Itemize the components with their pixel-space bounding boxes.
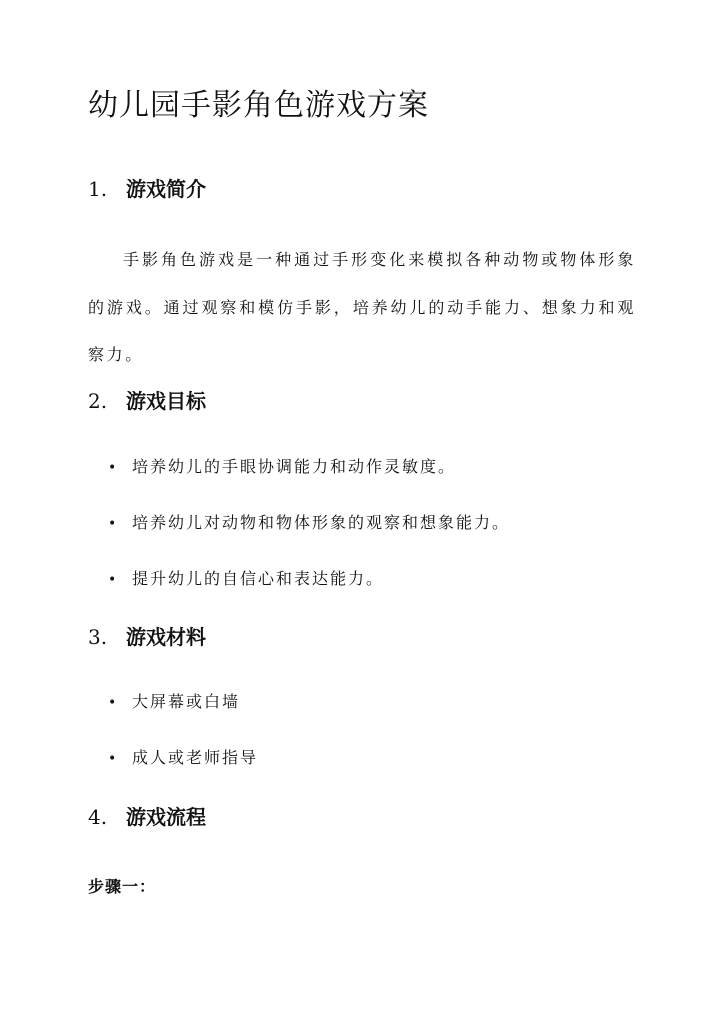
list-item-text: 培养幼儿对动物和物体形象的观察和想象能力。 <box>132 513 511 532</box>
section-number: 1. <box>88 177 108 201</box>
list-item <box>108 688 240 717</box>
list-item <box>108 565 384 594</box>
list-item <box>108 744 258 773</box>
section-number: 4. <box>88 805 108 829</box>
bullet-icon: • <box>108 516 117 532</box>
section-number: 3. <box>88 625 108 649</box>
bullet-icon: • <box>108 572 117 588</box>
section-heading-text: 游戏流程 <box>126 805 206 829</box>
intro-paragraph: 手影角色游戏是一种通过手形变化来模拟各种动物或物体形象的游戏。通过观察和模仿手影，培养幼儿的动手能力、想象力和观察力。 <box>88 250 636 364</box>
list-item-text: 成人或老师指导 <box>132 748 259 767</box>
list-item-text: 培养幼儿的手眼协调能力和动作灵敏度。 <box>132 457 457 476</box>
list-item <box>108 453 456 482</box>
bullet-icon: • <box>108 695 117 711</box>
section-heading-materials <box>88 622 206 652</box>
bullet-icon: • <box>108 751 117 767</box>
section-heading-text: 游戏目标 <box>126 389 206 413</box>
bullet-icon: • <box>108 460 117 476</box>
section-heading-intro <box>88 174 206 204</box>
step-label: 步骤一： <box>88 877 157 896</box>
section-heading-text: 游戏简介 <box>126 177 206 201</box>
document-title: 幼儿园手影角色游戏方案 <box>88 88 429 123</box>
section-heading-goals <box>88 386 206 416</box>
section-heading-text: 游戏材料 <box>126 625 206 649</box>
list-item-text: 大屏幕或白墙 <box>132 692 241 711</box>
section-heading-process <box>88 802 206 832</box>
section-number: 2. <box>88 389 108 413</box>
list-item <box>108 509 510 538</box>
list-item-text: 提升幼儿的自信心和表达能力。 <box>132 569 385 588</box>
